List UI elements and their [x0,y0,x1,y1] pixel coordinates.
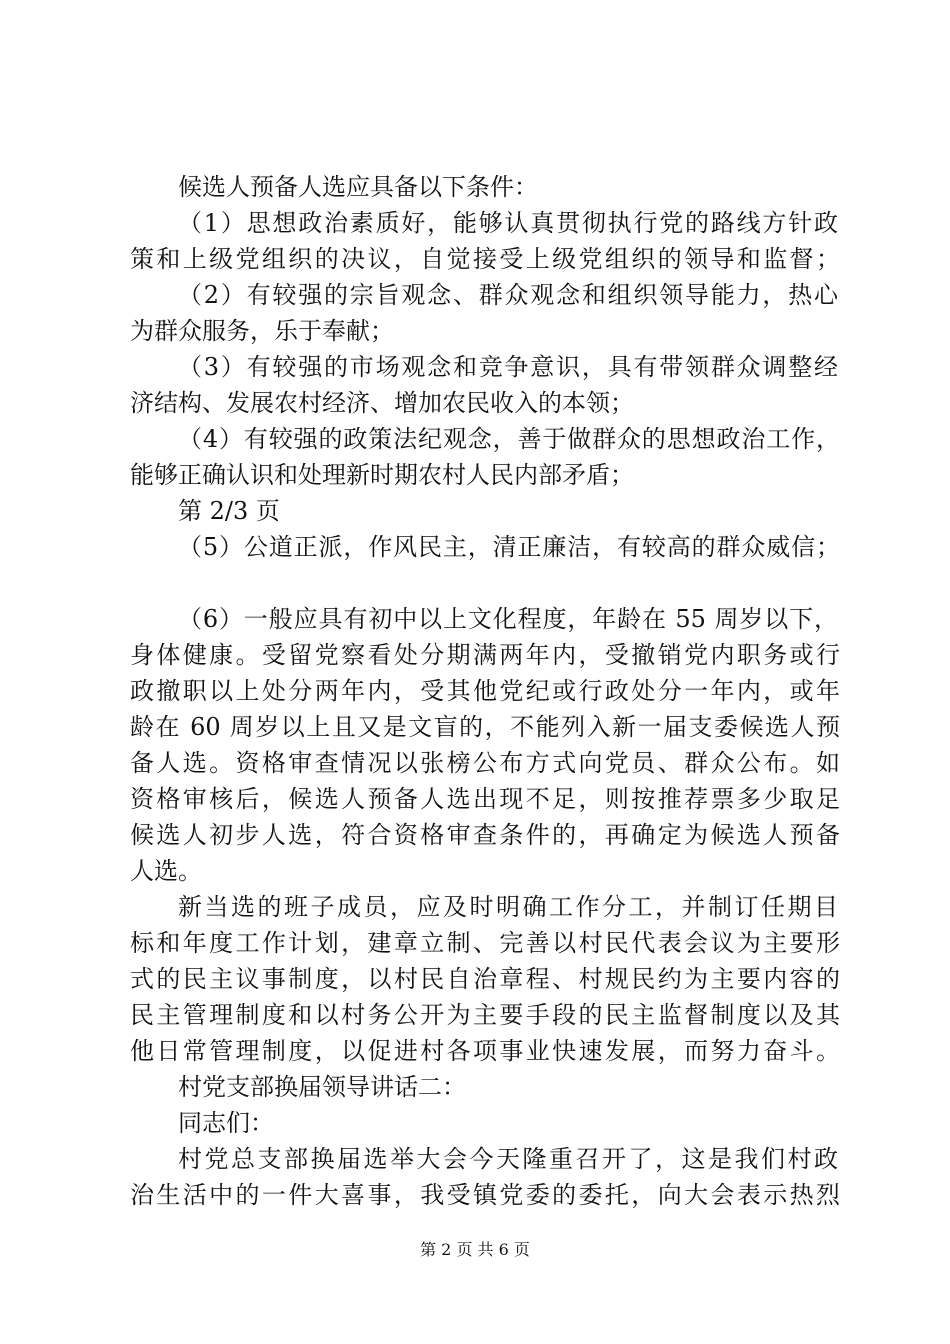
text-line: 标和年度工作计划，建章立制、完善以村民代表会议为主要形 [130,929,840,957]
text-line: （4）有较强的政策法纪观念，善于做群众的思想政治工作， [178,425,840,453]
text-line: 济结构、发展农村经济、增加农民收入的本领； [130,389,634,417]
salutation: 同志们： [178,1109,274,1137]
text-line: 新当选的班子成员，应及时明确工作分工，并制订任期目 [178,893,838,921]
text-line: 候选人预备人选应具备以下条件： [178,173,538,201]
text-line: （3）有较强的市场观念和竞争意识，具有带领群众调整经 [178,353,838,381]
text-line: 治生活中的一件大喜事，我受镇党委的委托，向大会表示热烈 [130,1181,840,1209]
page-marker: 第 2/3 页 [178,497,280,525]
text-line: 资格审核后，候选人预备人选出现不足，则按推荐票多少取足 [130,785,840,813]
text-line: 策和上级党组织的决议，自觉接受上级党组织的领导和监督； [130,245,840,273]
text-line: 为群众服务，乐于奉献； [130,317,394,345]
text-line: 式的民主议事制度，以村民自治章程、村规民约为主要内容的 [130,965,840,993]
text-line: （2）有较强的宗旨观念、群众观念和组织领导能力，热心 [178,281,838,309]
text-line: （1）思想政治素质好，能够认真贯彻执行党的路线方针政 [178,209,838,237]
text-line: 身体健康。受留党察看处分期满两年内，受撤销党内职务或行 [130,641,840,669]
text-line: 候选人初步人选，符合资格审查条件的，再确定为候选人预备 [130,821,840,849]
text-line: 政撤职以上处分两年内，受其他党纪或行政处分一年内，或年 [130,677,840,705]
text-line: （5）公道正派，作风民主，清正廉洁，有较高的群众威信； [178,533,840,561]
text-line: 村党总支部换届选举大会今天隆重召开了，这是我们村政 [178,1145,838,1173]
text-line: （6）一般应具有初中以上文化程度，年龄在 55 周岁以下， [178,605,838,633]
text-line: 龄在 60 周岁以上且又是文盲的，不能列入新一届支委候选人预 [130,713,840,741]
text-line: 备人选。资格审查情况以张榜公布方式向党员、群众公布。如 [130,749,840,777]
text-line: 人选。 [130,857,202,885]
section-heading: 村党支部换届领导讲话二： [178,1073,466,1101]
page-footer: 第 2 页 共 6 页 [420,1240,530,1259]
text-line: 他日常管理制度，以促进村各项事业快速发展，而努力奋斗。 [130,1037,840,1065]
text-line: 能够正确认识和处理新时期农村人民内部矛盾； [130,461,634,489]
text-line: 民主管理制度和以村务公开为主要手段的民主监督制度以及其 [130,1001,840,1029]
